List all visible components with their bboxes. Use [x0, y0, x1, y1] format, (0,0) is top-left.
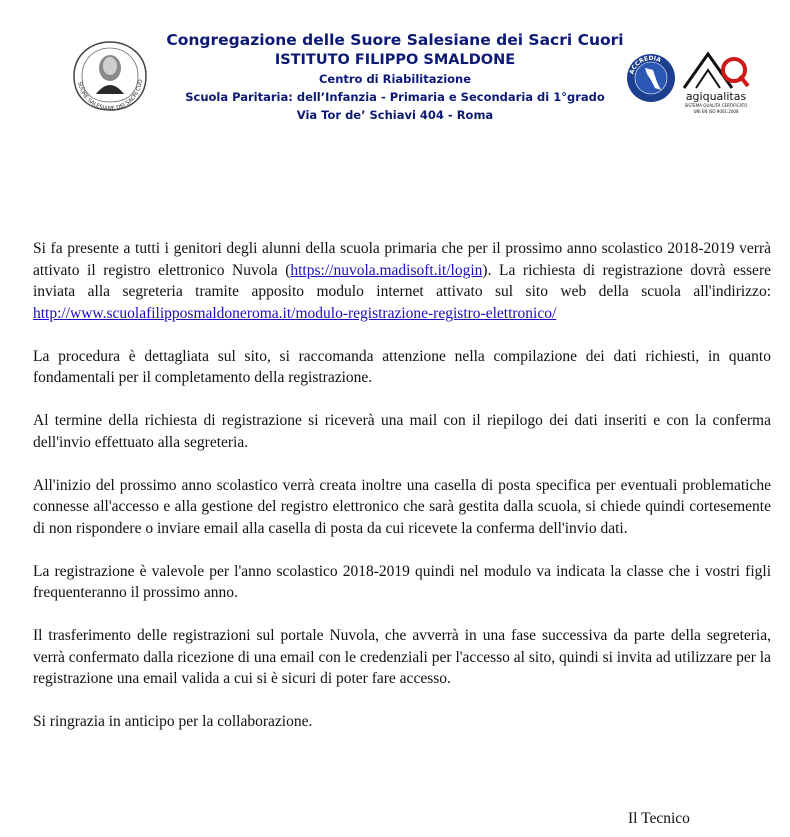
- paragraph-ringraziamento: Si ringrazia in anticipo per la collaborazione.: [33, 713, 313, 730]
- agiqualitas-logo: [678, 44, 754, 116]
- svg-text:ACCREDIA: ACCREDIA: [628, 54, 662, 76]
- seal-text: SUORE SALESIANE DEI SACRI CUO: [76, 79, 145, 113]
- nuvola-login-link[interactable]: https://nuvola.madisoft.it/login: [290, 261, 483, 279]
- modulo-registrazione-link[interactable]: http://www.scuolafilipposmaldoneroma.it/modulo-registrazione-registro-elettronico/: [33, 304, 557, 322]
- paragraph-termine-richiesta: Al termine della richiesta di registrazione si riceverà una mail con il riepilogo dei dati inseriti e con la conferma dell'invio effettuato alla segreteria.: [33, 412, 771, 451]
- center-name: Centro di Riabilitazione: [318, 72, 472, 86]
- paragraph-casella-posta: All'inizio del prossimo anno scolastico verrà creata inoltre una casella di posta specifica per eventuali problematiche connesse all'accesso e alla gestione del registro elettronico che sarà gestita dalla scuola, si chiede quindi cortesemente di non rispondere o inviare email alla casella di posta da cui ricevete la conferma dell'invio dati.: [33, 476, 771, 537]
- svg-text:agiqualitas: agiqualitas: [685, 90, 747, 103]
- svg-text:UNI EN ISO 9001:2008: UNI EN ISO 9001:2008: [693, 109, 739, 114]
- svg-text:SISTEMA QUALITÀ CERTIFICATO: SISTEMA QUALITÀ CERTIFICATO: [684, 103, 748, 108]
- paragraph-procedura: La procedura è dettagliata sul sito, si raccomanda attenzione nella compilazione dei dati richiesti, in quanto fondamentali per il completamento della registrazione.: [33, 347, 771, 386]
- paragraph-registro-nuvola: Si fa presente a tutti i genitori degli alunni della scuola primaria che per il prossimo anno scolastico 2018-2019 verrà attivato il registro elettronico Nuvola (https://nuvola.madisoft.it/login). La richiesta di registrazione dovrà essere inviata alla segreteria tramite apposito modulo internet attivato sul sito web della scuola all'indirizzo: http://www.scuolafilipposmaldoneroma.it/modulo-registrazione-registro-elettronico/: [33, 240, 771, 322]
- signature: Il Tecnico: [628, 810, 690, 827]
- address: Via Tor de’ Schiavi 404 - Roma: [296, 108, 494, 122]
- paragraph-trasferimento: Il trasferimento delle registrazioni sul portale Nuvola, che avverrà in una fase successiva da parte della segreteria, verrà confermato dalla ricezione di una email con le credenziali per l'accesso al sito, quindi si invita ad utilizzare per la registrazione una email valida a cui si è sicuri di poter fare accesso.: [33, 627, 771, 687]
- letterhead: [0, 0, 790, 140]
- letter-body: [33, 238, 771, 754]
- congregation-name: Congregazione delle Suore Salesiane dei Sacri Cuori: [166, 31, 624, 49]
- congregation-seal-logo: [68, 38, 152, 114]
- paragraph-validita-registrazione: La registrazione è valevole per l'anno scolastico 2018-2019 quindi nel modulo va indicata la classe che i vostri figli frequenteranno il prossimo anno.: [33, 562, 771, 601]
- institute-name: ISTITUTO FILIPPO SMALDONE: [274, 52, 516, 68]
- school-type: Scuola Paritaria: dell’Infanzia - Primaria e Secondaria di 1°grado: [185, 90, 605, 104]
- accredia-logo: [625, 46, 677, 110]
